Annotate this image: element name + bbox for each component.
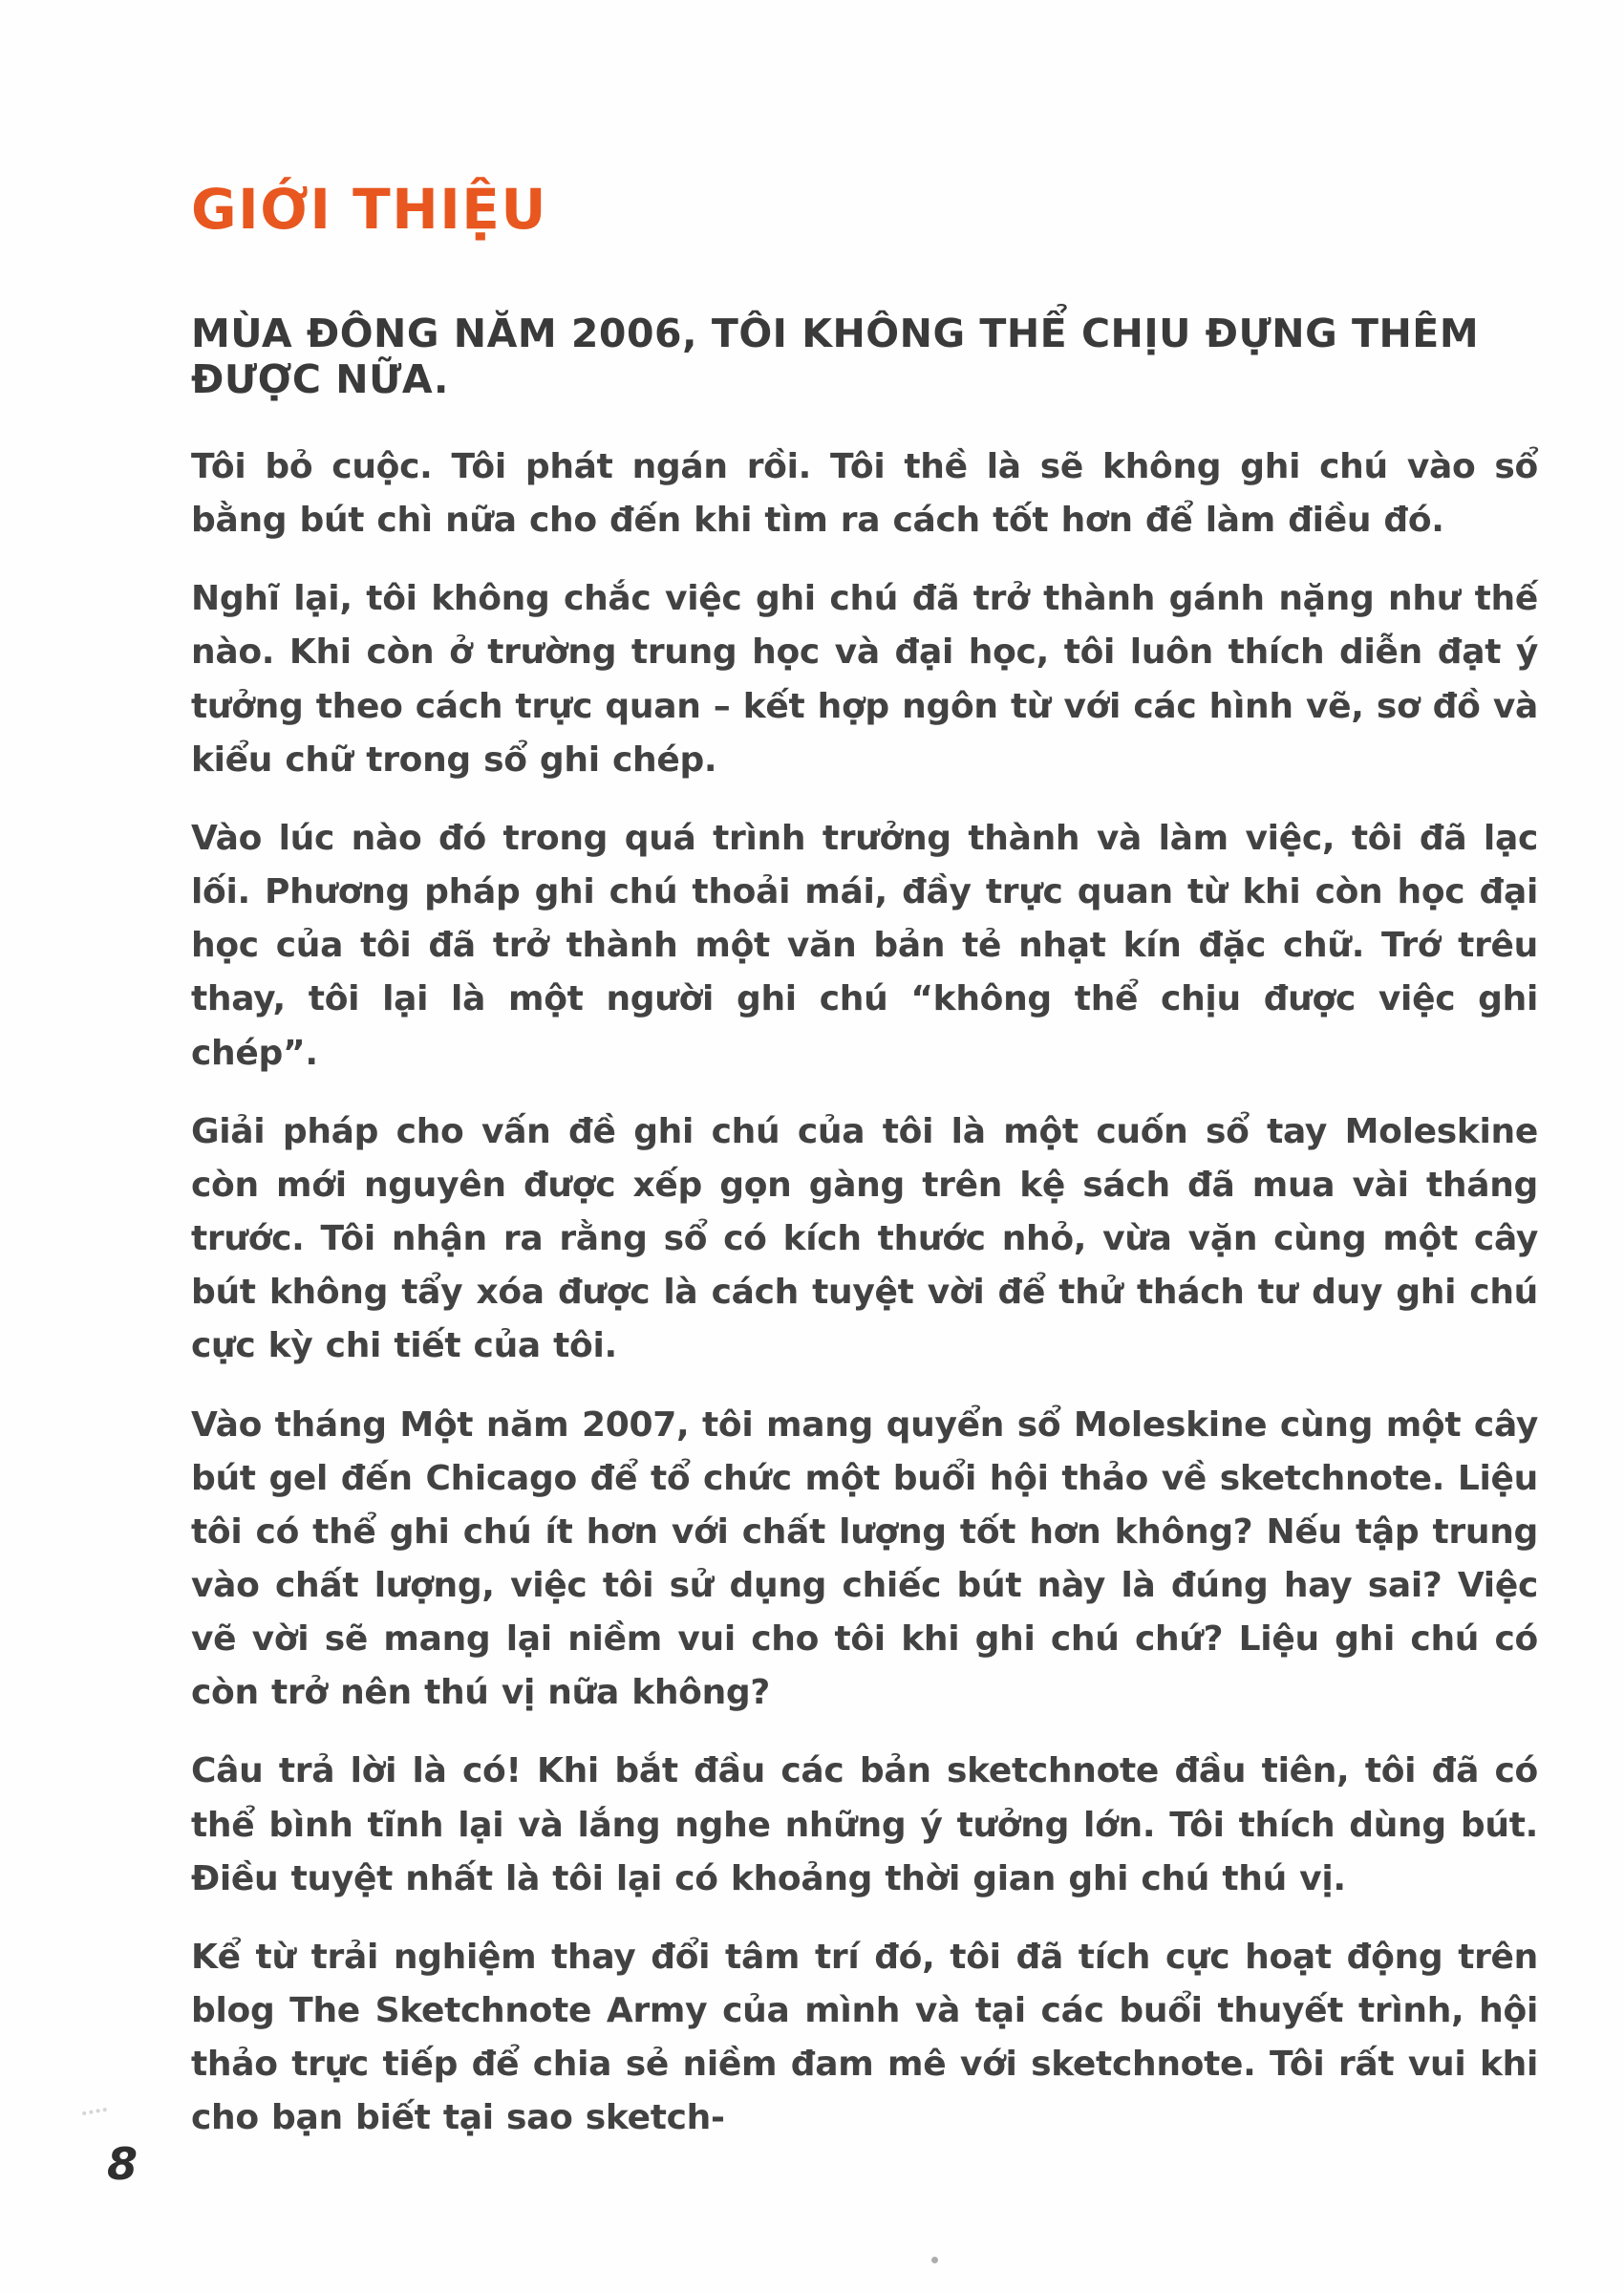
paragraph: Kể từ trải nghiệm thay đổi tâm trí đó, tôi đã tích cực hoạt động trên blog The Sketchnote Army của mình và tại các buổi thuyết trình, hội thảo trực tiếp để chia sẻ niềm đam mê với sketchnote. Tôi rất vui khi cho bạn biết tại sao sketch- [191, 1937, 1538, 2138]
paragraph: Tôi bỏ cuộc. Tôi phát ngán rồi. Tôi thề là sẽ không ghi chú vào sổ bằng bút chì nữa cho đến khi tìm ra cách tốt hơn để làm điều đó. [191, 447, 1538, 541]
page-number: 8 [107, 2138, 139, 2190]
paragraph: Giải pháp cho vấn đề ghi chú của tôi là một cuốn sổ tay Moleskine còn mới nguyên được xếp gọn gàng trên kệ sách đã mua vài tháng trước. Tôi nhận ra rằng sổ có kích thước nhỏ, vừa vặn cùng một cây bút không tẩy xóa được là cách tuyệt vời để thử thách tư duy ghi chú cực kỳ chi tiết của tôi. [191, 1111, 1538, 1366]
page-title: GIỚI THIỆU [191, 177, 548, 242]
paragraph: Vào tháng Một năm 2007, tôi mang quyển sổ Moleskine cùng một cây bút gel đến Chicago để tổ chức một buổi hội thảo về sketchnote. Liệu tôi có thể ghi chú ít hơn với chất lượng tốt hơn không? Nếu tập trung vào chất lượng, việc tôi sử dụng chiếc bút này là đúng hay sai? Việc vẽ vời sẽ mang lại niềm vui cho tôi khi ghi chú chứ? Liệu ghi chú có còn trở nên thú vị nữa không? [191, 1404, 1538, 1713]
page-content [191, 177, 1538, 2171]
scan-artifact [82, 2108, 107, 2115]
section-heading: MÙA ĐÔNG NĂM 2006, TÔI KHÔNG THỂ CHỊU ĐỰNG THÊM ĐƯỢC NỮA. [191, 311, 1480, 402]
paragraph: Vào lúc nào đó trong quá trình trưởng thành và làm việc, tôi đã lạc lối. Phương pháp ghi chú thoải mái, đầy trực quan từ khi còn học đại học của tôi đã trở thành một văn bản tẻ nhạt kín đặc chữ. Trớ trêu thay, tôi lại là một người ghi chú “không thể chịu được việc ghi chép”. [191, 818, 1538, 1073]
paragraph: Nghĩ lại, tôi không chắc việc ghi chú đã trở thành gánh nặng như thế nào. Khi còn ở trường trung học và đại học, tôi luôn thích diễn đạt ý tưởng theo cách trực quan – kết hợp ngôn từ với các hình vẽ, sơ đồ và kiểu chữ trong sổ ghi chép. [191, 579, 1538, 780]
paragraph: Câu trả lời là có! Khi bắt đầu các bản sketchnote đầu tiên, tôi đã có thể bình tĩnh lại và lắng nghe những ý tưởng lớn. Tôi thích dùng bút. Điều tuyệt nhất là tôi lại có khoảng thời gian ghi chú thú vị. [191, 1751, 1538, 1898]
scan-artifact [931, 2257, 938, 2263]
